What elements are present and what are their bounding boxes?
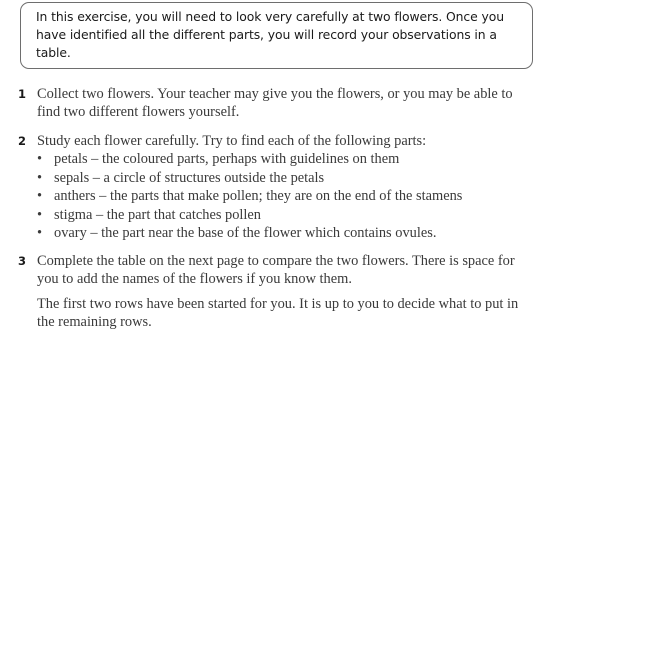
bullet-icon: • <box>37 169 43 186</box>
step-text: Complete the table on the next page to compare the two flowers. There is space for you to add the names of the flowers if you know them. <box>37 252 515 287</box>
list-item-text: anthers – the parts that make pollen; they are on the end of the stamens <box>54 188 463 204</box>
bullet-icon: • <box>37 206 43 223</box>
bullet-icon: • <box>37 225 43 241</box>
step-list <box>18 85 538 331</box>
step-3 <box>18 252 538 331</box>
list-item <box>37 206 538 225</box>
bullet-icon: • <box>37 188 43 204</box>
list-item-text: petals – the coloured parts, perhaps with guidelines on them <box>54 151 400 167</box>
step-note: The first two rows have been started for you. It is up to you to decide what to put in the remaining rows. <box>37 295 519 330</box>
intro-box <box>20 2 533 69</box>
list-item <box>37 169 538 188</box>
intro-text: In this exercise, you will need to look very carefully at two flowers. Once you have identified all the different parts, you will record your observations in a table. <box>36 9 504 60</box>
list-item <box>37 224 538 243</box>
list-item <box>37 187 538 206</box>
list-item <box>37 150 538 169</box>
step-text: Collect two flowers. Your teacher may give you the flowers, or you may be able to find two different flowers yourself. <box>37 86 513 120</box>
bullet-icon: • <box>37 151 43 167</box>
step-number: 1 <box>18 87 27 101</box>
step-2 <box>18 132 538 243</box>
step-text: Study each flower carefully. Try to find each of the following parts: <box>37 133 427 149</box>
flower-parts-list <box>37 150 538 243</box>
step-number: 3 <box>18 253 27 268</box>
list-item-text: stigma – the part that catches pollen <box>54 206 261 223</box>
step-number: 2 <box>18 134 27 148</box>
list-item-text: sepals – a circle of structures outside the petals <box>54 169 325 186</box>
list-item-text: ovary – the part near the base of the flower which contains ovules. <box>54 225 437 241</box>
step-1 <box>18 85 538 121</box>
